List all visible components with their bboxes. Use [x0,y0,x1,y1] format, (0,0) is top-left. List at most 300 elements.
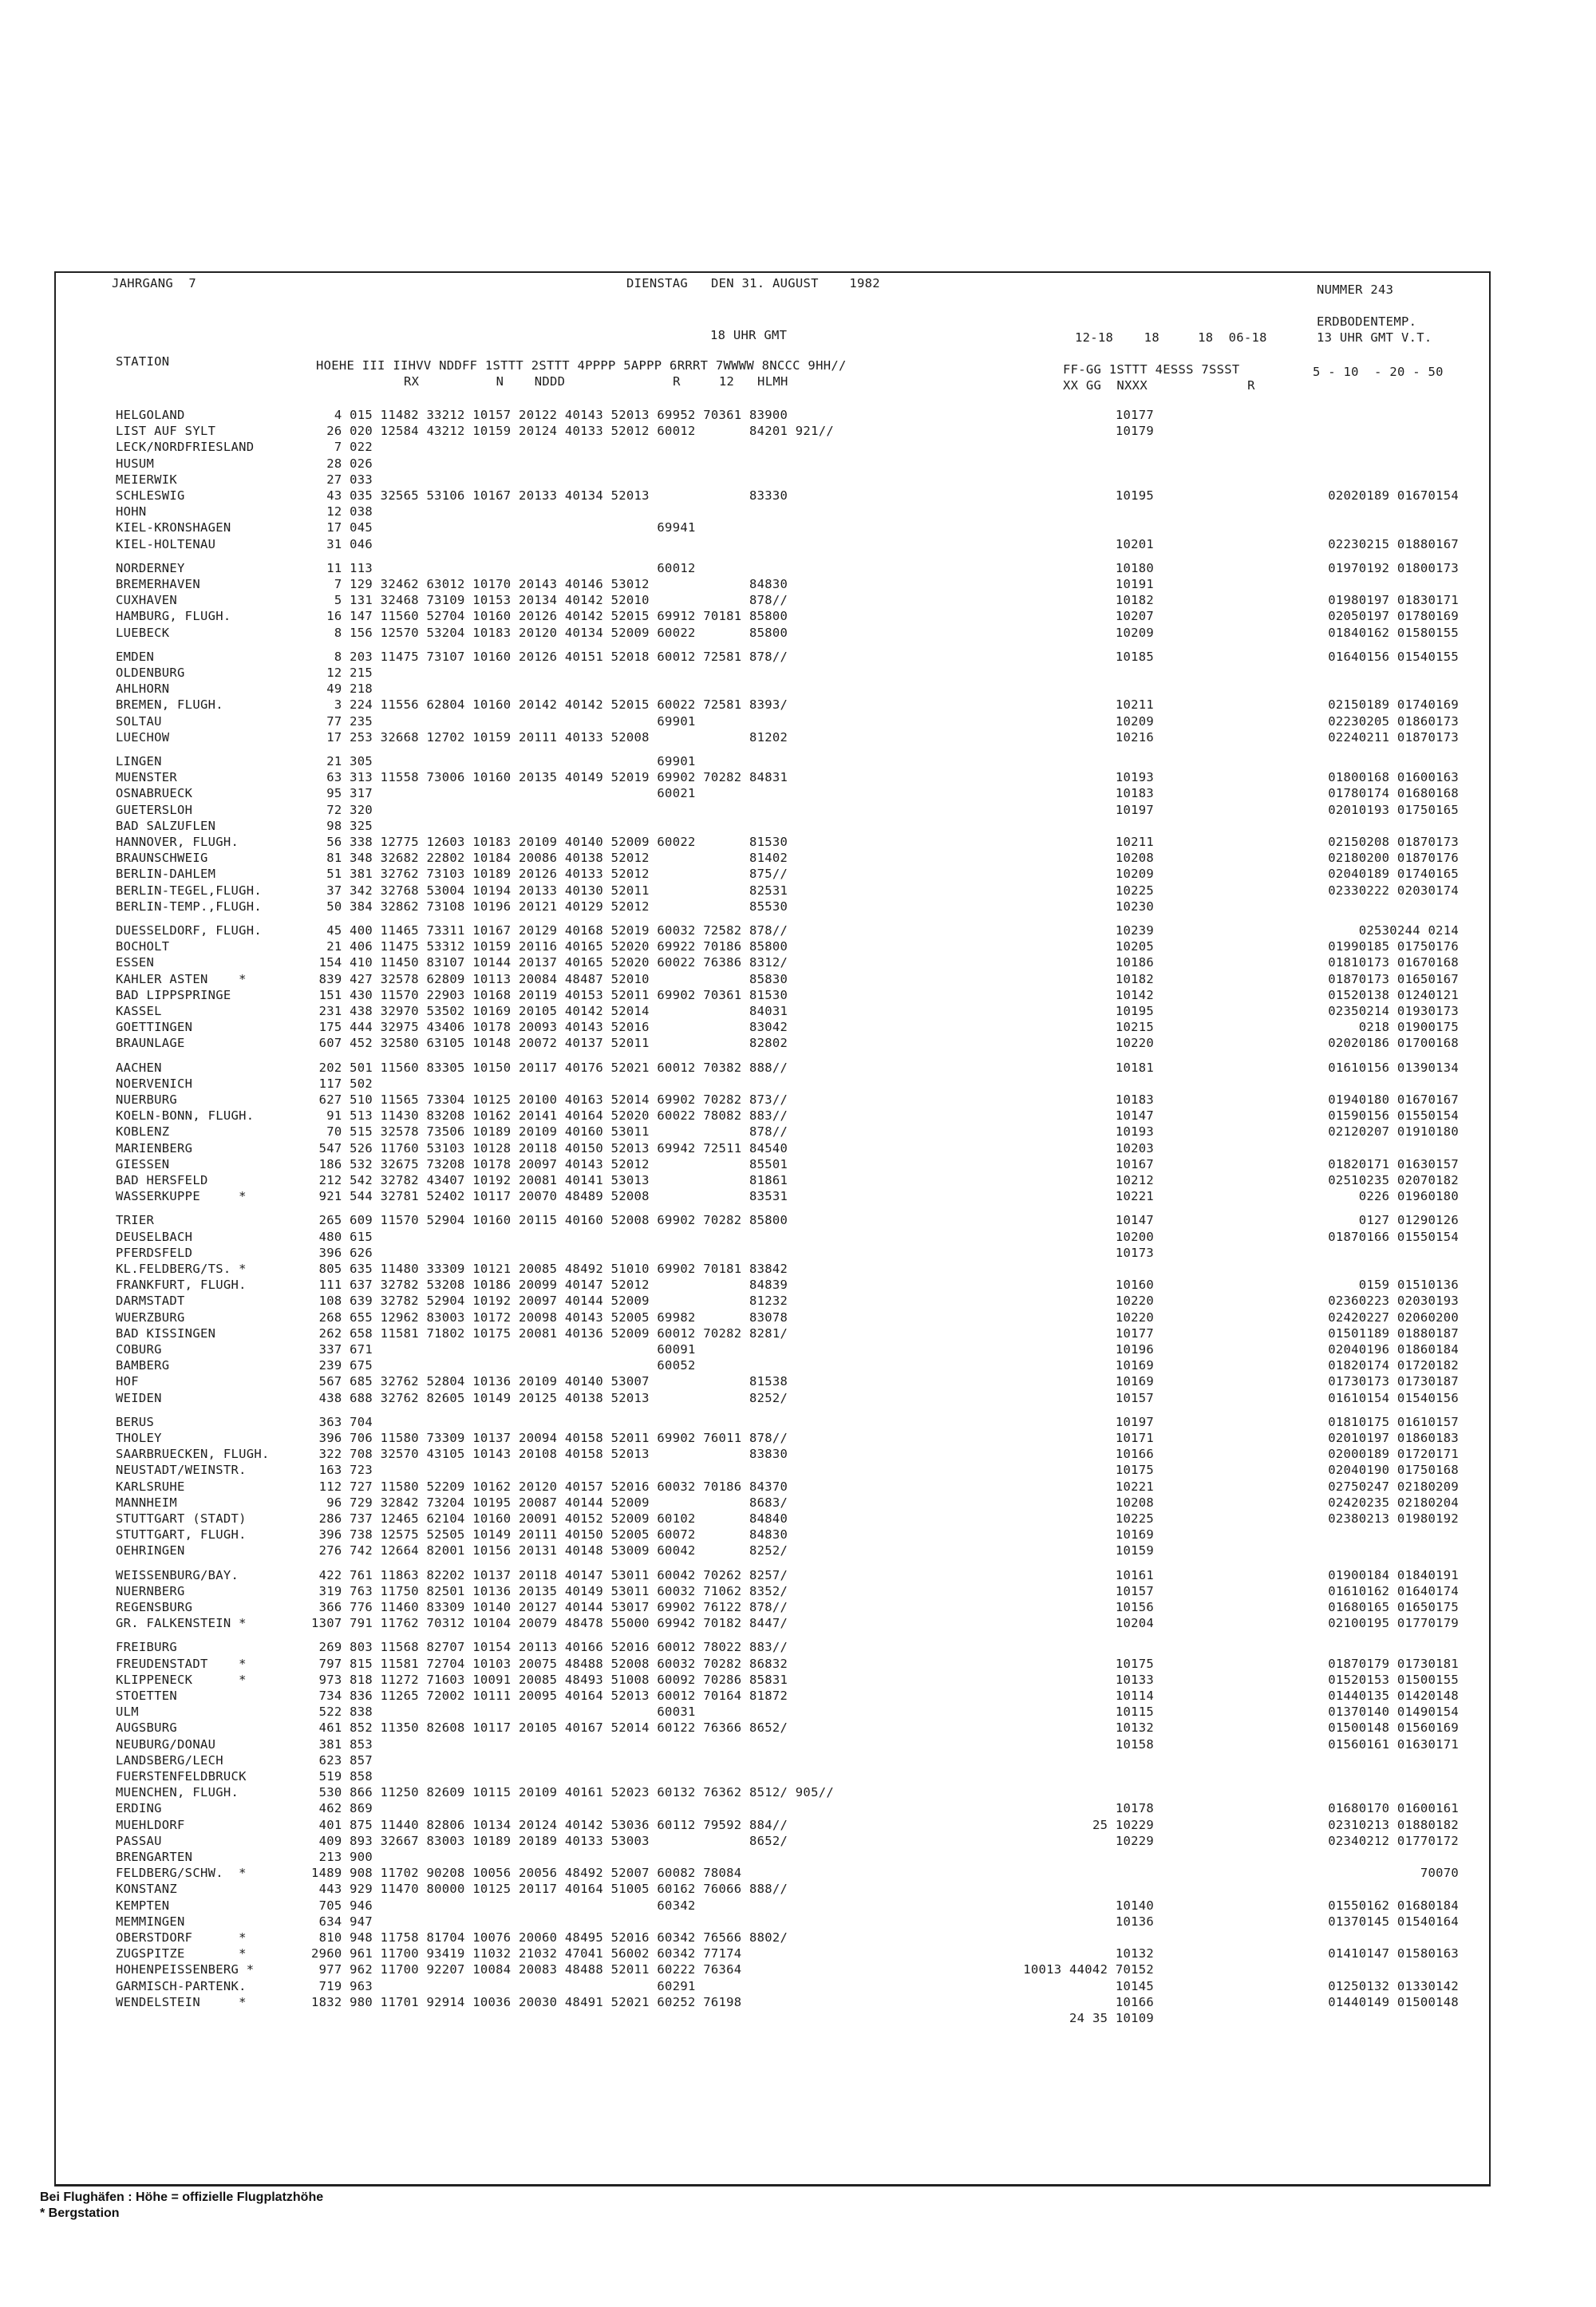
station-name: LANDSBERG/LECH [116,1752,223,1768]
soil-temps: 01250132 01330142 [1328,1978,1459,1993]
extra-values: 10182 [1115,971,1154,986]
soil-temps: 01780174 01680168 [1328,786,1459,801]
extra-values: 10166 [1115,1447,1154,1462]
synop-values: 4 015 11482 33212 10157 20122 40143 52013 69952 70361 83900 [311,408,788,422]
soil-temps: 01990185 01750176 [1328,939,1459,954]
extra-values: 10195 [1115,488,1154,503]
station-name: NEUBURG/DONAU [116,1736,216,1752]
soil-temps: 01370145 01540164 [1328,1914,1459,1929]
soil-temps: 01610154 01540156 [1328,1390,1459,1405]
station-name: NEUSTADT/WEINSTR. [116,1463,247,1478]
station-name: OEHRINGEN [116,1543,185,1558]
synop-values: 2960 961 11700 93419 11032 21032 47041 56002 60342 77174 [311,1946,742,1961]
synop-values: 77 235 69901 [311,713,696,729]
soil-temps: 01520153 01500155 [1328,1672,1459,1687]
station-name: SOLTAU [116,713,162,729]
soil-temps: 01870173 01650167 [1328,971,1459,986]
extra-values: 10115 [1115,1705,1154,1720]
station-name: BRENGARTEN [116,1850,193,1864]
synop-values: 567 685 32762 52804 10136 20109 40140 53007 81538 [311,1374,788,1389]
extra-values: 10147 [1115,1108,1154,1124]
soil-temps: 02350214 01930173 [1328,1004,1459,1018]
station-name: OBERSTDORF * [116,1930,247,1945]
station-name: FREIBURG [116,1640,178,1655]
synop-values: 627 510 11565 73304 10125 20100 40163 52014 69902 70282 873// [311,1092,788,1107]
station-name: STUTTGART (STADT) [116,1511,247,1526]
station-name: ZUGSPITZE * [116,1946,247,1961]
synop-values: 805 635 11480 33309 10121 20085 48492 51010 69902 70181 83842 [311,1262,788,1276]
soil-temps: 01810173 01670168 [1328,955,1459,970]
station-name: FUERSTENFELDBRUCK [116,1769,247,1784]
soil-temps: 02040189 01740165 [1328,867,1459,882]
extra-values: 10193 [1115,770,1154,785]
soil-temps: 01500148 01560169 [1328,1720,1459,1736]
extra-values: 10147 [1115,1213,1154,1228]
synop-values: 547 526 11760 53103 10128 20118 40150 52013 69942 72511 84540 [311,1140,788,1155]
soil-temps: 02330222 02030174 [1328,883,1459,898]
station-name: AHLHORN [116,681,170,697]
weather-report-sheet [54,271,1491,2187]
soil-temps: 0127 01290126 [1358,1213,1459,1228]
extra-values: 10175 [1115,1656,1154,1671]
soil-temps: 01980197 01830171 [1328,593,1459,608]
extra-values: 10179 [1115,424,1154,439]
extra-values: 10180 [1115,560,1154,575]
extra-values: 10140 [1115,1898,1154,1913]
soil-temps: 02040190 01750168 [1328,1463,1459,1478]
soil-temps: 02230215 01880167 [1328,536,1459,551]
station-name: BERLIN-DAHLEM [116,867,216,882]
synop-values: 21 305 69901 [311,754,696,768]
soil-temps: 02510235 02070182 [1328,1173,1459,1187]
extra-values: 10209 [1115,713,1154,729]
soil-temps: 02040196 01860184 [1328,1342,1459,1357]
extra-values: 10142 [1115,987,1154,1002]
synop-values: 705 946 60342 [311,1898,696,1913]
synop-values: 239 675 60052 [311,1358,696,1373]
synop-values: 70 515 32578 73506 10189 20109 40160 53011 878// [311,1124,788,1140]
soil-temps: 01820171 01630157 [1328,1156,1459,1171]
extra-values: 10171 [1115,1431,1154,1445]
synop-values: 45 400 11465 73311 10167 20129 40168 52019 60032 72582 878// [311,923,788,938]
extra-values: 10181 [1115,1060,1154,1075]
soil-temps: 02010193 01750165 [1328,802,1459,817]
extra-values: 10230 [1115,899,1154,914]
station-name: AUGSBURG [116,1720,178,1736]
extra-values: 10169 [1115,1358,1154,1373]
synop-values: 186 532 32675 73208 10178 20097 40143 52012 85501 [311,1156,788,1171]
soil-temp-time: 13 UHR GMT V.T. [1317,330,1432,345]
synop-values: 212 542 32782 43407 10192 20081 40141 53013 81861 [311,1173,788,1187]
synop-values: 7 129 32462 63012 10170 20143 40146 53012 84830 [311,577,788,591]
synop-values: 112 727 11580 52209 10162 20120 40157 52016 60032 70186 84370 [311,1479,788,1494]
synop-values: 96 729 32842 73204 10195 20087 40144 52009 8683/ [311,1495,788,1510]
soil-temps: 01870179 01730181 [1328,1656,1459,1671]
soil-temps: 01440135 01420148 [1328,1689,1459,1703]
station-name: PFERDSFELD [116,1245,193,1260]
extra-values: 10197 [1115,802,1154,817]
synop-values: 28 026 [311,456,373,471]
extra-values: 10159 [1115,1543,1154,1558]
extra-values: 10145 [1115,1978,1154,1993]
extra-values: 10114 [1115,1689,1154,1703]
soil-temps: 01730173 01730187 [1328,1374,1459,1389]
synop-values: 151 430 11570 22903 10168 20119 40153 52011 69902 70361 81530 [311,987,788,1002]
soil-temps: 01440149 01500148 [1328,1994,1459,2009]
synop-values: 363 704 [311,1414,373,1429]
station-name: BERLIN-TEGEL,FLUGH. [116,883,263,898]
synop-values: 51 381 32762 73103 10189 20126 40133 52012 875// [311,867,788,882]
synop-values: 1307 791 11762 70312 10104 20079 48478 55000 69942 70182 8447/ [311,1616,788,1631]
station-name: HUSUM [116,456,155,471]
extra-values: 25 10229 [1092,1817,1154,1832]
station-name: NUERNBERG [116,1583,185,1598]
station-name: KEMPTEN [116,1898,170,1913]
synop-values: 63 313 11558 73006 10160 20135 40149 52019 69902 70282 84831 [311,770,788,785]
station-name: NUERBURG [116,1092,178,1107]
synop-values: 111 637 32782 53208 10186 20099 40147 52012 84839 [311,1278,788,1293]
extra-values: 10133 [1115,1672,1154,1687]
synop-values: 268 655 12962 83003 10172 20098 40143 52005 69982 83078 [311,1310,788,1325]
soil-temps: 0159 01510136 [1358,1278,1459,1293]
soil-temps: 01970192 01800173 [1328,560,1459,575]
synop-values: 522 838 60031 [311,1705,696,1720]
synop-values: 231 438 32970 53502 10169 20105 40142 52014 84031 [311,1004,788,1018]
station-name: HELGOLAND [116,408,185,422]
synop-values: 480 615 [311,1229,373,1244]
station-name: FELDBERG/SCHW. * [116,1866,247,1881]
soil-temps: 02750247 02180209 [1328,1479,1459,1494]
synop-values: 31 046 [311,536,373,551]
station-name: LIST AUF SYLT [116,424,216,439]
station-name: MUENCHEN, FLUGH. [116,1785,239,1800]
station-name: FREUDENSTADT * [116,1656,247,1671]
station-name: STOETTEN [116,1689,178,1703]
extra-values: 10183 [1115,1092,1154,1107]
synop-values: 286 737 12465 62104 10160 20091 40152 52009 60102 84840 [311,1511,788,1526]
soil-temps: 02020186 01700168 [1328,1036,1459,1051]
soil-temps: 02380213 01980192 [1328,1511,1459,1526]
station-name: WEISSENBURG/BAY. [116,1567,239,1582]
station-column-header: STATION [116,354,170,369]
extra-values: 10186 [1115,955,1154,970]
synop-values: 95 317 60021 [311,786,696,801]
synop-values: 462 869 [311,1801,373,1816]
station-name: SCHLESWIG [116,488,185,503]
station-name: KASSEL [116,1004,162,1018]
station-name: BREMERHAVEN [116,577,200,591]
station-name: LUEBECK [116,625,170,640]
soil-temps: 01610162 01640174 [1328,1583,1459,1598]
extra-values: 10195 [1115,1004,1154,1018]
station-name: DARMSTADT [116,1294,185,1309]
extra-values: 10225 [1115,883,1154,898]
synop-column-header: HOEHE III IIHVV NDDFF 1STTT 2STTT 4PPPP 5APPP 6RRRT 7WWWW 8NCCC 9HH// [316,358,847,373]
soil-temps: 01410147 01580163 [1328,1946,1459,1961]
extra-values: 10178 [1115,1801,1154,1816]
station-name: STUTTGART, FLUGH. [116,1527,247,1543]
synop-values: 26 020 12584 43212 10159 20124 40133 52012 60012 84201 921// [311,424,834,439]
synop-values: 519 858 [311,1769,373,1784]
extra-values: 10211 [1115,697,1154,713]
synop-values: 634 947 [311,1914,373,1929]
soil-temps: 01370140 01490154 [1328,1705,1459,1720]
soil-temps: 01680170 01600161 [1328,1801,1459,1816]
station-name: MEMMINGEN [116,1914,185,1929]
station-name: KAHLER ASTEN * [116,971,247,986]
station-name: HANNOVER, FLUGH. [116,835,239,849]
synop-values: 422 761 11863 82202 10137 20118 40147 53011 60042 70262 8257/ [311,1567,788,1582]
extra-values: 10157 [1115,1583,1154,1598]
soil-temps: 02000189 01720171 [1328,1447,1459,1462]
synop-values: 17 045 69941 [311,520,696,535]
synop-values: 530 866 11250 82609 10115 20109 40161 52023 60132 76362 8512/ 905// [311,1785,834,1800]
soil-temps: 01501189 01880187 [1328,1325,1459,1341]
extra-values: 10211 [1115,835,1154,849]
synop-values: 607 452 32580 63105 10148 20072 40137 52011 82802 [311,1036,788,1051]
synop-values: 213 900 [311,1850,373,1864]
extra-values: 10169 [1115,1527,1154,1543]
synop-values: 17 253 32668 12702 10159 20111 40133 52008 81202 [311,729,788,745]
synop-values: 719 963 60291 [311,1978,696,1993]
station-name: KIEL-KRONSHAGEN [116,520,231,535]
station-name: WUERZBURG [116,1310,185,1325]
station-name: WENDELSTEIN * [116,1994,247,2009]
synop-values: 438 688 32762 82605 10149 20125 40138 52013 8252/ [311,1390,788,1405]
station-name: KLIPPENECK * [116,1672,247,1687]
station-name: LINGEN [116,754,162,768]
station-name: HOF [116,1374,139,1389]
synop-values: 396 706 11580 73309 10137 20094 40158 52011 69902 76011 878// [311,1431,788,1445]
period-header: 12-18 18 18 06-18 [1075,330,1267,345]
synop-values: 839 427 32578 62809 10113 20084 48487 52010 85830 [311,971,788,986]
extra-values: 10160 [1115,1278,1154,1293]
report-number: NUMMER 243 [1317,282,1394,297]
soil-temps: 02050197 01780169 [1328,609,1459,624]
synop-values: 50 384 32862 73108 10196 20121 40129 52012 85530 [311,899,788,914]
station-name: BAMBERG [116,1358,170,1373]
extra-values: 10177 [1115,408,1154,422]
station-name: BAD KISSINGEN [116,1325,216,1341]
station-name: MUENSTER [116,770,178,785]
synop-values: 5 131 32468 73109 10153 20134 40142 52010 878// [311,593,788,608]
soil-temps: 02530244 0214 [1358,923,1459,938]
station-name: KARLSRUHE [116,1479,185,1494]
station-name: ERDING [116,1801,162,1816]
synop-values: 265 609 11570 52904 10160 20115 40160 52008 69902 70282 85800 [311,1213,788,1228]
synop-values: 396 626 [311,1245,373,1260]
synop-values: 810 948 11758 81704 10076 20060 48495 52016 60342 76566 8802/ [311,1930,788,1945]
extra-values: 10132 [1115,1720,1154,1736]
station-name: LECK/NORDFRIESLAND [116,440,255,455]
station-name: DUESSELDORF, FLUGH. [116,923,263,938]
soil-temps: 01520138 01240121 [1328,987,1459,1002]
station-name: COBURG [116,1342,162,1357]
station-name: NOERVENICH [116,1076,193,1091]
soil-temps: 02150189 01740169 [1328,697,1459,713]
soil-temps: 01940180 01670167 [1328,1092,1459,1107]
soil-temps: 02100195 01770179 [1328,1616,1459,1631]
synop-values: 108 639 32782 52904 10192 20097 40144 52009 81232 [311,1294,788,1309]
soil-temps: 02010197 01860183 [1328,1431,1459,1445]
station-name: KIEL-HOLTENAU [116,536,216,551]
obs-time: 18 UHR GMT [710,328,788,342]
station-name: BERUS [116,1414,155,1429]
station-name: BOCHOLT [116,939,170,954]
synop-values: 8 156 12570 53204 10183 20120 40134 52009 60022 85800 [311,625,788,640]
station-name: OLDENBURG [116,666,185,680]
synop-values: 72 320 [311,802,373,817]
synop-values: 921 544 32781 52402 10117 20070 48489 52008 83531 [311,1189,788,1204]
extra-column-header: FF-GG 1STTT 4ESSS 7SSST [1063,362,1240,377]
volume-label: JAHRGANG 7 [112,276,196,290]
soil-temps: 02240211 01870173 [1328,729,1459,745]
soil-temps: 02420235 02180204 [1328,1495,1459,1510]
synop-values: 175 444 32975 43406 10178 20093 40143 52016 83042 [311,1020,788,1035]
synop-values: 977 962 11700 92207 10084 20083 48488 52011 60222 76364 [311,1962,742,1977]
extra-values: 10220 [1115,1310,1154,1325]
soil-temps: 0218 01900175 [1358,1020,1459,1035]
soil-temps: 02150208 01870173 [1328,835,1459,849]
station-name: OSNABRUECK [116,786,193,801]
station-name: GR. FALKENSTEIN * [116,1616,247,1631]
station-name: CUXHAVEN [116,593,178,608]
station-name: BRAUNSCHWEIG [116,851,208,866]
station-name: BERLIN-TEMP.,FLUGH. [116,899,263,914]
soil-temps: 01560161 01630171 [1328,1736,1459,1752]
station-name: BAD LIPPSPRINGE [116,987,231,1002]
synop-values: 1489 908 11702 90208 10056 20056 48492 52007 60082 78084 [311,1866,742,1881]
synop-values: 56 338 12775 12603 10183 20109 40140 52009 60022 81530 [311,835,788,849]
soil-temps: 01640156 01540155 [1328,649,1459,664]
soil-temps: 02310213 01880182 [1328,1817,1459,1832]
extra-values: 10161 [1115,1567,1154,1582]
extra-values: 10207 [1115,609,1154,624]
synop-values: 381 853 [311,1736,373,1752]
synop-values: 366 776 11460 83309 10140 20127 40144 53017 69902 76122 878// [311,1600,788,1614]
synop-values: 409 893 32667 83003 10189 20189 40133 53003 8652/ [311,1833,788,1848]
extra-values: 10175 [1115,1463,1154,1478]
soil-temps: 01800168 01600163 [1328,770,1459,785]
synop-values: 49 218 [311,681,373,697]
station-name: THOLEY [116,1431,162,1445]
extra-values: 10157 [1115,1390,1154,1405]
extra-values: 10169 [1115,1374,1154,1389]
soil-temps: 02120207 01910180 [1328,1124,1459,1140]
station-name: KL.FELDBERG/TS. * [116,1262,247,1276]
station-name: BREMEN, FLUGH. [116,697,223,713]
synop-values: 11 113 60012 [311,560,696,575]
footnote-airports: Bei Flughäfen : Höhe = offizielle Flugplatzhöhe [40,2190,324,2204]
station-name: GUETERSLOH [116,802,193,817]
soil-temps: 01680165 01650175 [1328,1600,1459,1614]
soil-temps: 01840162 01580155 [1328,625,1459,640]
station-name: HOHN [116,504,147,519]
extra-values: 10191 [1115,577,1154,591]
station-name: HOHENPEISSENBERG * [116,1962,255,1977]
footnote-mountain-station: * Bergstation [40,2206,120,2220]
synop-values: 1832 980 11701 92914 10036 20030 48491 52021 60252 76198 [311,1994,742,2009]
synop-values: 98 325 [311,818,373,833]
synop-values: 461 852 11350 82608 10117 20105 40167 52014 60122 76366 8652/ [311,1720,788,1736]
station-name: BRAUNLAGE [116,1036,185,1051]
soil-temps: 02230205 01860173 [1328,713,1459,729]
station-name: NORDERNEY [116,560,185,575]
synop-values: 12 215 [311,666,373,680]
extra-values: 10013 44042 70152 [1023,1962,1154,1977]
extra-values: 24 35 10109 [1069,2011,1154,2025]
station-name: REGENSBURG [116,1600,193,1614]
extra-values: 10225 [1115,1511,1154,1526]
synop-values: 322 708 32570 43105 10143 20108 40158 52013 83830 [311,1447,788,1462]
station-name: SAARBRUECKEN, FLUGH. [116,1447,270,1462]
station-name: GOETTINGEN [116,1020,193,1035]
extra-values: 10239 [1115,923,1154,938]
station-name: PASSAU [116,1833,162,1848]
station-name: MARIENBERG [116,1140,193,1155]
extra-values: 10221 [1115,1479,1154,1494]
synop-values: 8 203 11475 73107 10160 20126 40151 52018 60012 72581 878// [311,649,788,664]
extra-values: 10183 [1115,786,1154,801]
station-name: GARMISCH-PARTENK. [116,1978,247,1993]
station-name: MUEHLDORF [116,1817,185,1832]
soil-temps: 01590156 01550154 [1328,1108,1459,1124]
synop-values: 396 738 12575 52505 10149 20111 40150 52005 60072 84830 [311,1527,788,1543]
synop-values: 43 035 32565 53106 10167 20133 40134 52013 83330 [311,488,788,503]
extra-values: 10136 [1115,1914,1154,1929]
extra-values: 10216 [1115,729,1154,745]
synop-values: 623 857 [311,1752,373,1768]
extra-values: 10200 [1115,1229,1154,1244]
synop-values: 401 875 11440 82806 10134 20124 40142 53036 60112 79592 884// [311,1817,788,1832]
synop-values: 81 348 32682 22802 10184 20086 40138 52012 81402 [311,851,788,866]
station-name: KOBLENZ [116,1124,170,1140]
extra-values: 10185 [1115,649,1154,664]
extra-values: 10208 [1115,851,1154,866]
extra-values: 10209 [1115,625,1154,640]
soil-temps: 01820174 01720182 [1328,1358,1459,1373]
soil-temps: 02420227 02060200 [1328,1310,1459,1325]
station-name: BAD HERSFELD [116,1173,208,1187]
extra-values: 10132 [1115,1946,1154,1961]
station-name: WEIDEN [116,1390,162,1405]
extra-values: 10196 [1115,1342,1154,1357]
synop-values: 91 513 11430 83208 10162 20141 40164 52020 60022 78082 883// [311,1108,788,1124]
extra-values: 10212 [1115,1173,1154,1187]
extra-values: 10209 [1115,867,1154,882]
station-name: LUECHOW [116,729,170,745]
soil-temps: 01810175 01610157 [1328,1414,1459,1429]
station-name: GIESSEN [116,1156,170,1171]
soil-temps: 02020189 01670154 [1328,488,1459,503]
soil-temps: 70070 [1420,1866,1459,1881]
extra-values: 10220 [1115,1036,1154,1051]
station-name: EMDEN [116,649,155,664]
soil-temps: 02180200 01870176 [1328,851,1459,866]
extra-column-subheader: XX GG NXXX R [1063,378,1255,393]
station-name: ULM [116,1705,139,1720]
synop-values: 443 929 11470 80000 10125 20117 40164 51005 60162 76066 888// [311,1882,788,1897]
soil-temps: 01550162 01680184 [1328,1898,1459,1913]
synop-values: 269 803 11568 82707 10154 20113 40166 52016 60012 78022 883// [311,1640,788,1655]
extra-values: 10201 [1115,536,1154,551]
extra-values: 10193 [1115,1124,1154,1140]
extra-values: 10177 [1115,1325,1154,1341]
soil-temps: 01870166 01550154 [1328,1229,1459,1244]
soil-temp-label: ERDBODENTEMP. [1317,314,1417,329]
extra-values: 10173 [1115,1245,1154,1260]
synop-values: 163 723 [311,1463,373,1478]
